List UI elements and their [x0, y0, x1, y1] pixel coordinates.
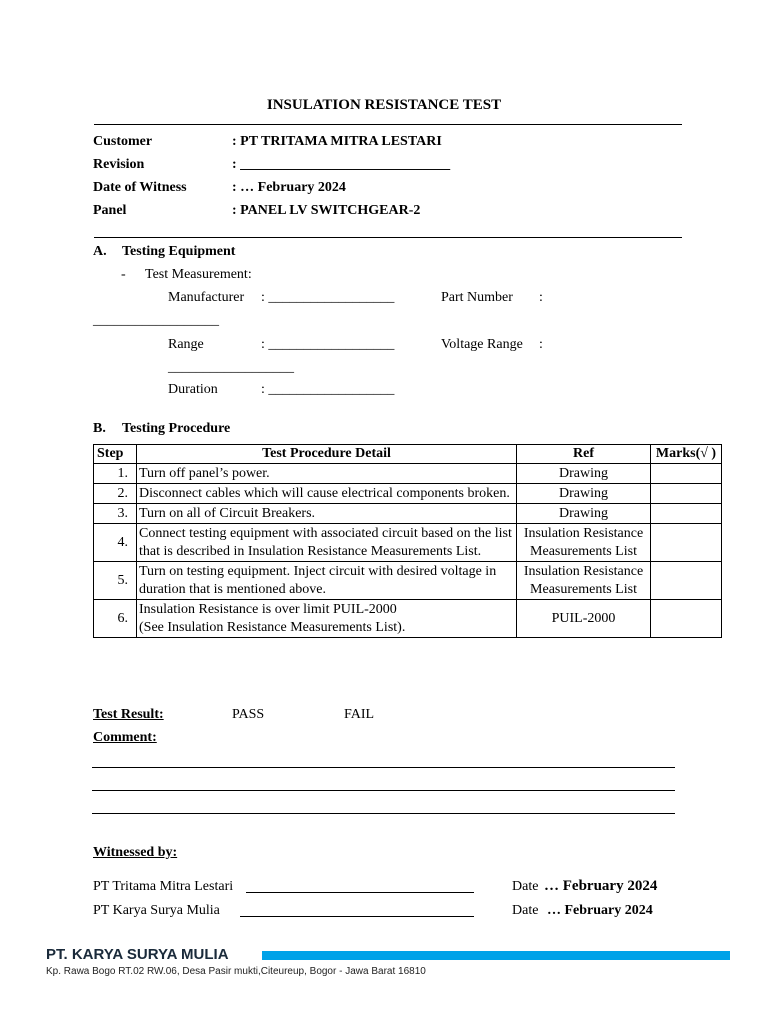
procedure-detail — [137, 600, 517, 638]
table-row — [94, 600, 722, 638]
table-row — [94, 524, 722, 562]
date-of-witness-value: : … February 2024 — [232, 180, 346, 195]
date-of-witness-label: Date of Witness — [93, 180, 187, 195]
procedure-ref — [517, 600, 651, 638]
detail-line: that is described in Insulation Resistance Measurements List. — [139, 543, 482, 559]
detail-line: Insulation Resistance is over limit PUIL-2000 — [139, 601, 397, 617]
ref-line: PUIL-2000 — [551, 610, 616, 626]
witness-date-karya: … February 2024 — [547, 903, 653, 918]
footer-address: Kp. Rawa Bogo RT.02 RW.06, Desa Pasir mukti,Citeureup, Bogor - Jawa Barat 16810 — [46, 966, 426, 977]
witnessed-by-label: Witnessed by: — [93, 845, 178, 860]
revision-label: Revision — [93, 157, 145, 172]
step-number: 2. — [94, 484, 137, 504]
panel-value: : PANEL LV SWITCHGEAR-2 — [232, 203, 421, 218]
comment-line[interactable] — [92, 790, 675, 791]
part-number-label: Part Number — [441, 290, 513, 305]
detail-line: Turn on testing equipment. Inject circuit with desired voltage in — [139, 563, 497, 579]
col-detail-header: Test Procedure Detail — [137, 445, 517, 464]
table-row — [94, 464, 722, 484]
comment-line[interactable] — [92, 813, 675, 814]
procedure-ref — [517, 484, 651, 504]
col-step-header: Step — [94, 445, 137, 464]
detail-line: Turn on all of Circuit Breakers. — [139, 505, 316, 521]
procedure-ref — [517, 504, 651, 524]
header-divider — [94, 237, 682, 238]
step-number: 1. — [94, 464, 137, 484]
marks-cell[interactable] — [651, 600, 722, 638]
procedure-detail — [137, 484, 517, 504]
table-row — [94, 504, 722, 524]
marks-cell[interactable] — [651, 524, 722, 562]
signature-line-tritama[interactable] — [246, 892, 474, 893]
procedure-detail — [137, 562, 517, 600]
part-number-field[interactable]: __________________ — [93, 313, 219, 328]
range-label: Range — [168, 337, 204, 352]
witness-date-label: Date — [512, 903, 539, 918]
ref-line: Drawing — [559, 485, 608, 501]
bullet-dash: - — [121, 267, 126, 282]
step-number: 6. — [94, 600, 137, 638]
detail-line: Disconnect cables which will cause electrical components broken. — [139, 485, 510, 501]
ref-line: Insulation Resistance — [523, 525, 644, 541]
marks-cell[interactable] — [651, 484, 722, 504]
marks-cell[interactable] — [651, 464, 722, 484]
procedure-ref — [517, 464, 651, 484]
duration-label: Duration — [168, 382, 218, 397]
procedure-ref — [517, 562, 651, 600]
detail-line: (See Insulation Resistance Measurements List). — [139, 619, 406, 635]
footer-accent-bar — [262, 951, 730, 960]
col-marks-header: Marks(√ ) — [651, 445, 722, 464]
witness-date-label: Date — [512, 879, 539, 894]
table-row — [94, 562, 722, 600]
table-header-row — [94, 445, 722, 464]
section-b-title: Testing Procedure — [122, 421, 231, 436]
section-b-letter: B. — [93, 421, 106, 436]
detail-line: Turn off panel’s power. — [139, 465, 270, 481]
range-field[interactable]: : __________________ — [261, 337, 395, 352]
customer-value: : PT TRITAMA MITRA LESTARI — [232, 134, 442, 149]
step-number: 5. — [94, 562, 137, 600]
voltage-range-field[interactable]: __________________ — [168, 360, 294, 375]
procedure-ref — [517, 524, 651, 562]
procedure-table — [93, 444, 722, 638]
step-number: 3. — [94, 504, 137, 524]
test-measurement-label: Test Measurement: — [145, 267, 252, 282]
title-divider — [94, 124, 682, 125]
table-row — [94, 484, 722, 504]
witness-party-karya: PT Karya Surya Mulia — [93, 903, 220, 918]
fail-option[interactable]: FAIL — [344, 707, 375, 722]
voltage-range-label: Voltage Range — [441, 337, 523, 352]
marks-cell[interactable] — [651, 504, 722, 524]
procedure-detail — [137, 504, 517, 524]
test-result-label: Test Result: — [93, 707, 164, 722]
footer-company-name: PT. KARYA SURYA MULIA — [46, 946, 229, 963]
customer-label: Customer — [93, 134, 153, 149]
voltage-range-colon: : — [539, 337, 543, 352]
marks-cell[interactable] — [651, 562, 722, 600]
witness-date-tritama: … February 2024 — [544, 878, 658, 894]
step-number: 4. — [94, 524, 137, 562]
section-a-title: Testing Equipment — [122, 244, 236, 259]
signature-line-karya[interactable] — [240, 916, 474, 917]
revision-value[interactable]: : ______________________________ — [232, 157, 451, 172]
panel-label: Panel — [93, 203, 127, 218]
section-a-letter: A. — [93, 244, 107, 259]
document-title: INSULATION RESISTANCE TEST — [266, 97, 502, 113]
pass-option[interactable]: PASS — [232, 707, 265, 722]
col-ref-header: Ref — [517, 445, 651, 464]
detail-line: duration that is mentioned above. — [139, 581, 327, 597]
witness-party-tritama: PT Tritama Mitra Lestari — [93, 879, 234, 894]
manufacturer-label: Manufacturer — [168, 290, 245, 305]
ref-line: Measurements List — [530, 543, 637, 559]
comment-label: Comment: — [93, 730, 157, 745]
manufacturer-field[interactable]: : __________________ — [261, 290, 395, 305]
detail-line: Connect testing equipment with associated circuit based on the list — [139, 525, 512, 541]
procedure-detail — [137, 464, 517, 484]
ref-line: Drawing — [559, 505, 608, 521]
procedure-detail — [137, 524, 517, 562]
ref-line: Drawing — [559, 465, 608, 481]
duration-field[interactable]: : __________________ — [261, 382, 395, 397]
part-number-colon: : — [539, 290, 543, 305]
comment-line[interactable] — [92, 767, 675, 768]
ref-line: Measurements List — [530, 581, 637, 597]
ref-line: Insulation Resistance — [523, 563, 644, 579]
